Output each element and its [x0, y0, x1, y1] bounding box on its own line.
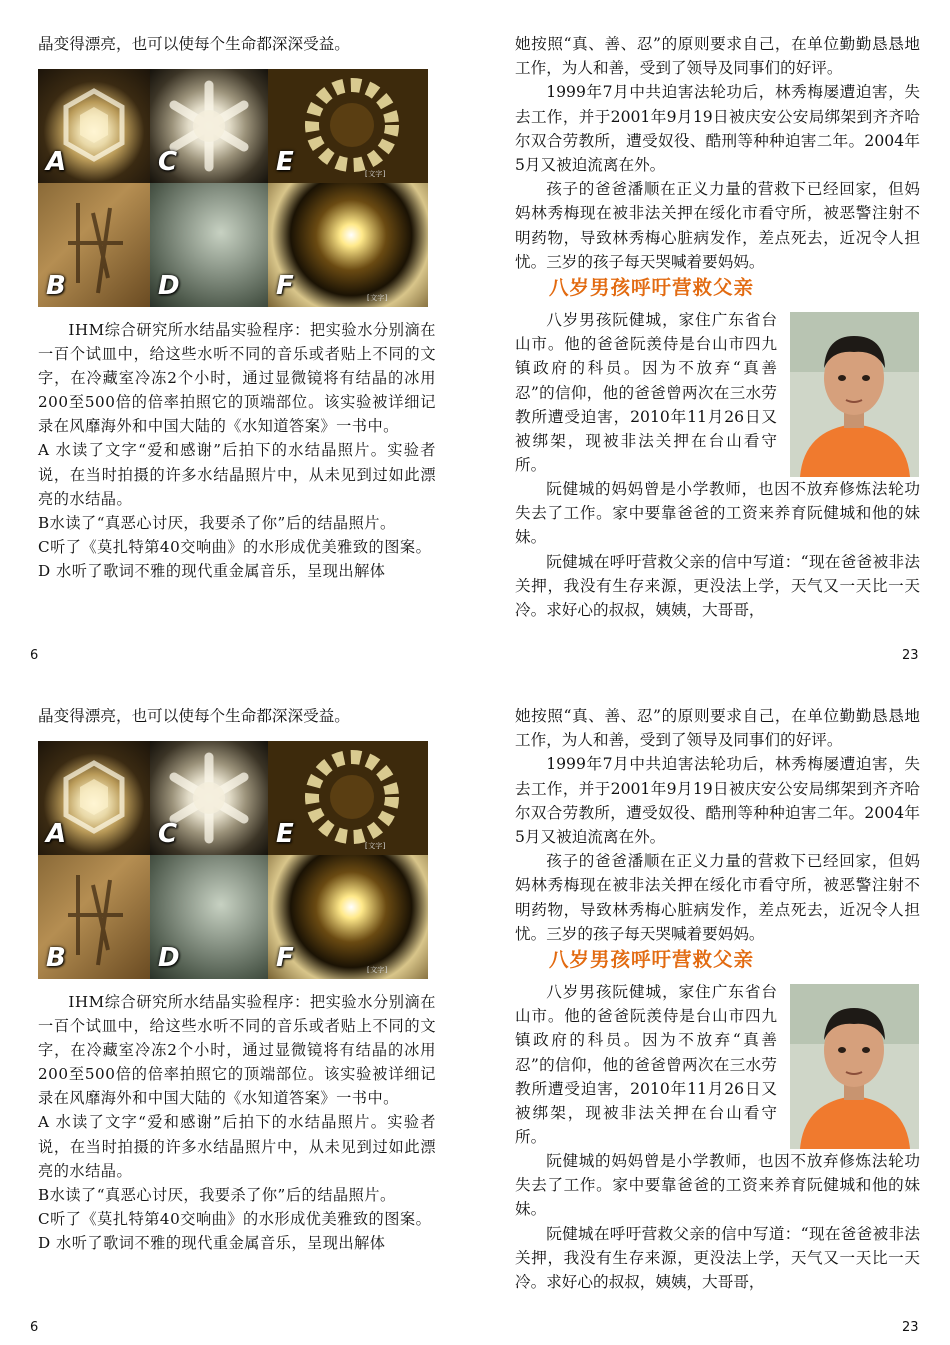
- right-page-number: 23: [902, 648, 919, 663]
- caption-paragraph: IHM综合研究所水结晶实验程序：把实验水分别滴在一百个试皿中，给这些水听不同的音乐或者贴上不同的文字，在冷藏室冷冻2个小时，通过显微镜将有结晶的冰用200至500倍的倍率拍照它的顶端部位。该实验被详细记录在风靡海外和中国大陆的《水知道答案》一书中。: [38, 993, 436, 1108]
- crystal-photo-c: [150, 69, 268, 183]
- crystal-photo-b: [38, 855, 150, 979]
- boy-section: [515, 980, 920, 1149]
- page-spread: [0, 0, 950, 672]
- caption-paragraph: C听了《莫扎特第40交响曲》的水形成优美雅致的图案。: [38, 1209, 432, 1228]
- body-paragraph: 阮健城的妈妈曾是小学教师，也因不放弃修炼法轮功失去了工作。家中要靠爸爸的工资来养育阮健城和他的妹妹。: [515, 480, 920, 547]
- right-bottom-text: [515, 477, 920, 622]
- photo-label: B: [46, 943, 66, 973]
- article-heading: 八岁男孩呼吁营救父亲: [549, 948, 755, 971]
- left-page-number: 6: [30, 1320, 39, 1335]
- photo-caption: [文字]: [366, 294, 389, 302]
- body-paragraph: 她按照“真、善、忍”的原则要求自己，在单位勤勤恳恳地工作，为人和善，受到了领导及同事们的好评。: [515, 35, 920, 78]
- caption-paragraph: D 水听了歌词不雅的现代重金属音乐，呈现出解体: [38, 561, 386, 580]
- experiment-caption: [38, 318, 436, 583]
- photo-caption: [文字]: [364, 842, 387, 850]
- crystal-photo-e: [268, 69, 428, 183]
- right-top-text: [515, 704, 920, 946]
- water-crystal-photo-grid: [38, 69, 428, 307]
- crystal-photo-c: [150, 741, 268, 855]
- photo-label: B: [46, 271, 66, 301]
- article-heading: 八岁男孩呼吁营救父亲: [549, 276, 755, 299]
- photo-label: D: [158, 943, 180, 973]
- right-bottom-text: [515, 1149, 920, 1294]
- photo-label: F: [276, 271, 294, 301]
- boy-portrait-photo: [790, 312, 919, 477]
- photo-label: D: [158, 271, 180, 301]
- caption-paragraph: A 水读了文字“爱和感谢”后拍下的水结晶照片。实验者说，在当时拍摄的许多水结晶照片中，从未见到过如此漂亮的水结晶。: [38, 441, 436, 508]
- boy-portrait-image: [790, 312, 919, 477]
- experiment-caption: [38, 990, 436, 1255]
- left-top-line: 晶变得漂亮，也可以使每个生命都深深受益。: [38, 707, 350, 725]
- boy-portrait-image: [790, 984, 919, 1149]
- body-paragraph: 孩子的爸爸潘顺在正义力量的营救下已经回家，但妈妈林秀梅现在被非法关押在绥化市看守所，被恶警注射不明药物，导致林秀梅心脏病发作，差点死去，近况令人担忧。三岁的孩子每天哭喊着要妈妈。: [515, 180, 920, 271]
- caption-paragraph: A 水读了文字“爱和感谢”后拍下的水结晶照片。实验者说，在当时拍摄的许多水结晶照片中，从未见到过如此漂亮的水结晶。: [38, 1113, 436, 1180]
- crystal-photo-b: [38, 183, 150, 307]
- crystal-photo-e: [268, 741, 428, 855]
- crystal-photo-f: [268, 183, 428, 307]
- right-page-number: 23: [902, 1320, 919, 1335]
- photo-label: A: [46, 819, 67, 849]
- photo-label: E: [276, 819, 294, 849]
- photo-label: C: [158, 819, 178, 849]
- crystal-photo-f: [268, 855, 428, 979]
- right-top-text: [515, 32, 920, 274]
- photo-label: C: [158, 147, 178, 177]
- left-page-number: 6: [30, 648, 39, 663]
- boy-paragraph: 八岁男孩阮健城，家住广东省台山市。他的爸爸阮羡侍是台山市四九镇政府的科员。因为不放弃“真善忍”的信仰，他的爸爸曾两次在三水劳教所遭受迫害，2010年11月26日又被绑架，现被非法关押在台山看守所。: [515, 311, 777, 475]
- page-spread: [0, 672, 950, 1344]
- left-top-line: 晶变得漂亮，也可以使每个生命都深深受益。: [38, 35, 350, 53]
- body-paragraph: 阮健城在呼吁营救父亲的信中写道：“现在爸爸被非法关押，我没有生存来源，更没法上学，天气又一天比一天冷。求好心的叔叔，姨姨，大哥哥，: [515, 552, 920, 620]
- boy-paragraph: 八岁男孩阮健城，家住广东省台山市。他的爸爸阮羡侍是台山市四九镇政府的科员。因为不放弃“真善忍”的信仰，他的爸爸曾两次在三水劳教所遭受迫害，2010年11月26日又被绑架，现被非法关押在台山看守所。: [515, 983, 777, 1147]
- boy-portrait-photo: [790, 984, 919, 1149]
- body-paragraph: 1999年7月中共迫害法轮功后，林秀梅屡遭迫害，失去工作，并于2001年9月19日被庆安公安局绑架到齐齐哈尔双合劳教所，遭受奴役、酷刑等种种迫害二年。2004年5月又被迫流离在外。: [515, 755, 920, 847]
- crystal-photo-a: [38, 69, 150, 183]
- boy-section: [515, 308, 920, 477]
- body-paragraph: 阮健城的妈妈曾是小学教师，也因不放弃修炼法轮功失去了工作。家中要靠爸爸的工资来养育阮健城和他的妹妹。: [515, 1152, 920, 1219]
- photo-label: A: [46, 147, 67, 177]
- body-paragraph: 她按照“真、善、忍”的原则要求自己，在单位勤勤恳恳地工作，为人和善，受到了领导及同事们的好评。: [515, 707, 920, 750]
- body-paragraph: 孩子的爸爸潘顺在正义力量的营救下已经回家，但妈妈林秀梅现在被非法关押在绥化市看守所，被恶警注射不明药物，导致林秀梅心脏病发作，差点死去，近况令人担忧。三岁的孩子每天哭喊着要妈妈。: [515, 852, 920, 943]
- water-crystal-photo-grid: [38, 741, 428, 979]
- photo-caption: [文字]: [366, 966, 389, 974]
- photo-label: E: [276, 147, 294, 177]
- caption-paragraph: C听了《莫扎特第40交响曲》的水形成优美雅致的图案。: [38, 537, 432, 556]
- caption-paragraph: B水读了“真恶心讨厌，我要杀了你”后的结晶照片。: [38, 513, 396, 532]
- body-paragraph: 1999年7月中共迫害法轮功后，林秀梅屡遭迫害，失去工作，并于2001年9月19日被庆安公安局绑架到齐齐哈尔双合劳教所，遭受奴役、酷刑等种种迫害二年。2004年5月又被迫流离在外。: [515, 83, 920, 175]
- body-paragraph: 阮健城在呼吁营救父亲的信中写道：“现在爸爸被非法关押，我没有生存来源，更没法上学，天气又一天比一天冷。求好心的叔叔，姨姨，大哥哥，: [515, 1224, 920, 1292]
- photo-caption: [文字]: [364, 170, 387, 178]
- crystal-photo-a: [38, 741, 150, 855]
- caption-paragraph: B水读了“真恶心讨厌，我要杀了你”后的结晶照片。: [38, 1185, 396, 1204]
- caption-paragraph: IHM综合研究所水结晶实验程序：把实验水分别滴在一百个试皿中，给这些水听不同的音乐或者贴上不同的文字，在冷藏室冷冻2个小时，通过显微镜将有结晶的冰用200至500倍的倍率拍照它的顶端部位。该实验被详细记录在风靡海外和中国大陆的《水知道答案》一书中。: [38, 321, 436, 436]
- crystal-photo-d: [150, 183, 268, 307]
- crystal-photo-d: [150, 855, 268, 979]
- caption-paragraph: D 水听了歌词不雅的现代重金属音乐，呈现出解体: [38, 1233, 386, 1252]
- photo-label: F: [276, 943, 294, 973]
